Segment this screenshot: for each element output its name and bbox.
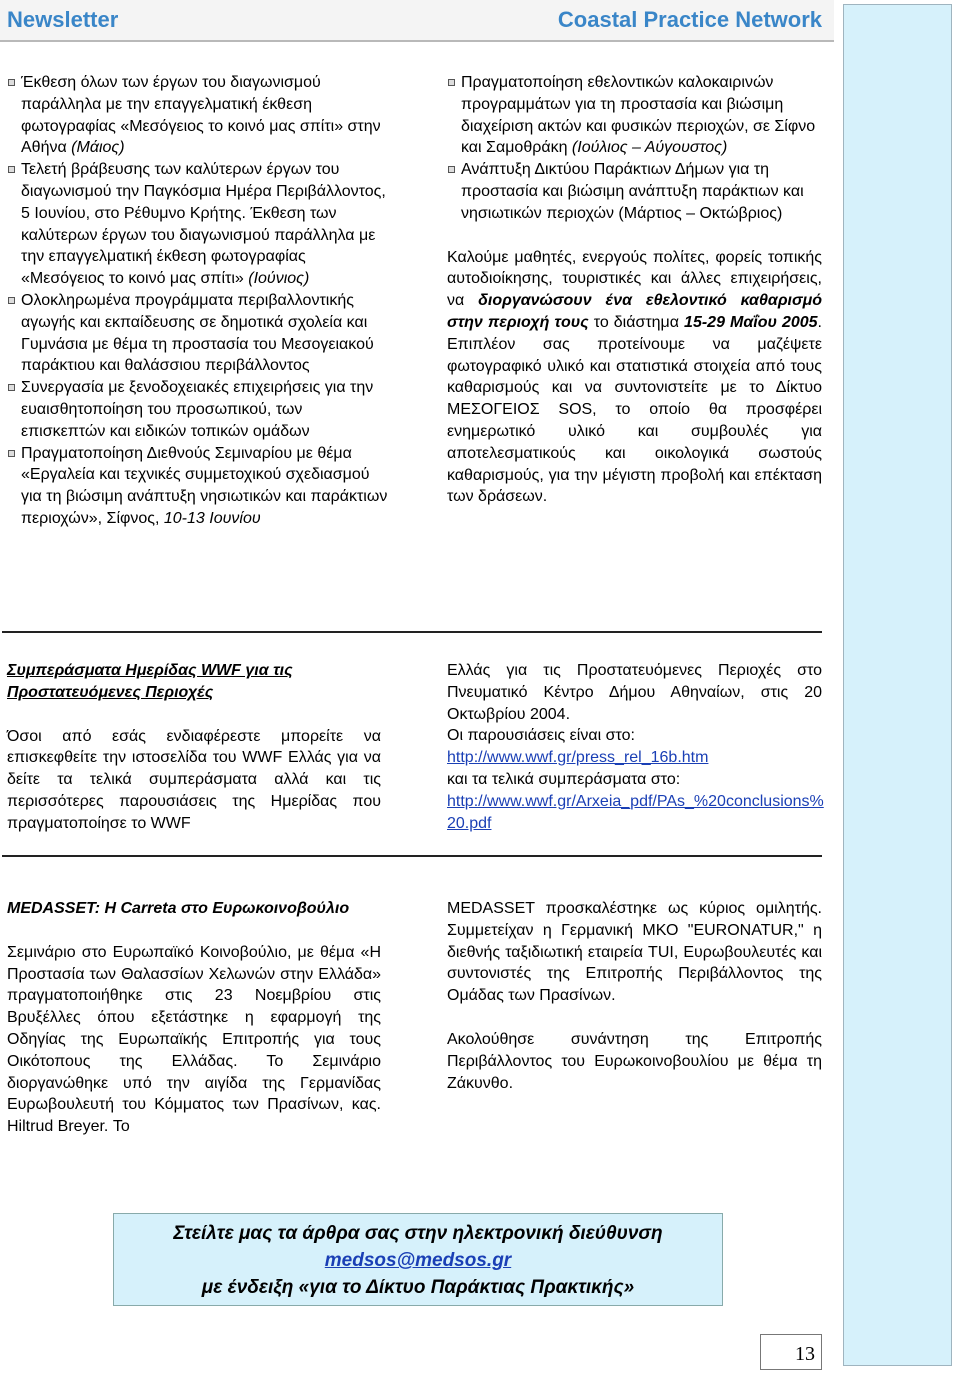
list-item: Τελετή βράβευσης των καλύτερων έργων του διαγωνισμού την Παγκόσμια Ημέρα Περιβάλλοντος, 5 Ιουνίου, στο Ρέθυμνο Κρήτης. Έκθεση των καλύτερων έργων του διαγωνισμού παράλληλα με την επαγγελματική έκθεση φωτογραφίας «Μεσόγειος το κοινό μας σπίτι» (Ιούνιος) [7, 159, 391, 290]
sidebar-decoration [843, 4, 952, 1366]
list-item: Ολοκληρωμένα προγράμματα περιβαλλοντικής αγωγής και εκπαίδευσης σε δημοτικά σχολεία και Γυμνάσια με θέμα τη προστασία του Μεσογειακού παράκτιου και θαλάσσιου περιβάλλοντος [7, 290, 391, 377]
page-number: 13 [760, 1334, 822, 1370]
left-column [7, 72, 391, 530]
activity-list-right [447, 72, 822, 225]
divider [2, 855, 822, 857]
newsletter-title: Newsletter [7, 7, 119, 32]
newsletter-header [0, 0, 834, 42]
wwf-text: Όσοι από εσάς ενδιαφέρεστε μπορείτε να επισκεφθείτε την ιστοσελίδα του WWF Ελλάς για να δείτε τα τελικά συμπεράσματα αλλά και τις περισσότερες παρουσιάσεις της Ημερίδας που πραγματοποίησε το WWF [7, 727, 381, 832]
list-item: Συνεργασία με ξενοδοχειακές επιχειρήσεις για την ευαισθητοποίηση του προσωπικού, των επισκεπτών και ειδικών τοπικών ομάδων [7, 377, 391, 442]
medasset-text: Σεμινάριο στο Ευρωπαϊκό Κοινοβούλιο, με θέμα «Η Προστασία των Θαλασσίων Χελωνών στην Ελλάδα» πραγματοποιήθηκε στις 23 Νοεμβρίου στις Βρυξέλλες όπου εξετάστηκε η εφαρμογή της Οδηγίας της Ευρωπαϊκής Επιτροπής για τους Οικότοπους της Ελλάδας. Το Σεμινάριο διοργανώθηκε υπό την αιγίδα της Γερμανίδας Ευρωβουλευτή του Κόμματος των Πρασίνων, κας. Hiltrud Breyer. Το [7, 943, 381, 1136]
medasset-text-cont: MEDASSET προσκαλέστηκε ως κύριος ομιλητής. Συμμετείχαν η Γερμανική ΜΚΟ "EURONATUR," η διεθνής ταξιδιωτική εταιρεία TUI, Ευρωβουλευτές και συντονιστές της Επιτροπής Περιβάλλοντος της Ομάδας των Πρασίνων. [447, 900, 822, 1005]
conclusions-label: και τα τελικά συμπεράσματα στο: [447, 770, 681, 788]
list-item: Πραγματοποίηση Διεθνούς Σεμιναρίου με θέμα «Εργαλεία και τεχνικές συμμετοχικού σχεδιασμού για τη βιώσιμη ανάπτυξη νησιωτικών και παράκτιων περιοχών», Σίφνος, 10-13 Ιουνίου [7, 443, 391, 530]
activity-list-left [7, 72, 391, 530]
conclusions-link[interactable]: http://www.wwf.gr/Arxeia_pdf/PAs_%20conclusions%20.pdf [447, 792, 824, 832]
list-item: Έκθεση όλων των έργων του διαγωνισμού παράλληλα με την επαγγελματική έκθεση φωτογραφίας «Μεσόγειος το κοινό μας σπίτι» στην Αθήνα (Μάιος) [7, 72, 391, 159]
network-title: Coastal Practice Network [557, 7, 822, 32]
medasset-left [7, 898, 381, 1138]
wwf-right [447, 660, 822, 834]
list-item: Ανάπτυξη Δικτύου Παράκτιων Δήμων για τη προστασία και βιώσιμη ανάπτυξη παράκτιων και νησιωτικών περιοχών (Μάρτιος – Οκτώβριος) [447, 159, 822, 224]
email-link[interactable]: medsos@medsos.gr [324, 1250, 512, 1271]
submission-banner [113, 1213, 723, 1306]
banner-line: με ένδειξη «για το Δίκτυο Παράκτιας Πρακτικής» [201, 1277, 635, 1298]
medasset-meeting: Ακολούθησε συνάντηση της Επιτροπής Περιβάλλοντος του Ευρωκοινοβουλίου με θέμα τη Ζάκυνθο. [447, 1030, 822, 1092]
divider [2, 631, 822, 633]
right-column [447, 72, 822, 508]
wwf-text-cont: Ελλάς για τις Προστατευόμενες Περιοχές στο Πνευματικό Κέντρο Δήμου Αθηναίων, στις 20 Οκτωβρίου 2004. [447, 662, 822, 723]
wwf-title: Συμπεράσματα Ημερίδας WWF για τις Προστατευόμενες Περιοχές [7, 662, 293, 701]
banner-line: Στείλτε μας τα άρθρα σας στην ηλεκτρονική διεύθυνση [173, 1223, 663, 1244]
list-item: Πραγματοποίηση εθελοντικών καλοκαιρινών προγραμμάτων για τη προστασία και βιώσιμη διαχείριση ακτών και φυσικών περιοχών, σε Σίφνο και Σαμοθράκη (Ιούλιος – Αύγουστος) [447, 72, 822, 159]
medasset-title: MEDASSET: H Carreta στο Ευρωκοινοβούλιο [7, 900, 350, 917]
presentations-label: Οι παρουσιάσεις είναι στο: [447, 727, 635, 745]
medasset-right [447, 898, 822, 1094]
wwf-left [7, 660, 381, 835]
volunteer-paragraph: Καλούμε μαθητές, ενεργούς πολίτες, φορείς τοπικής αυτοδιοίκησης, τουριστικές και άλλες επιχειρήσεις, να διοργανώσουν ένα εθελοντικό καθαρισμό στην περιοχή τους το διάστημα 15-29 Μαΐου 2005. Επιπλέον σας προτείνουμε να μαζέψετε φωτογραφικό υλικό και στατιστικά στοιχεία από τους καθαρισμούς και να συντονιστείτε με το Δίκτυο ΜΕΣΟΓΕΙΟΣ SOS, το οποίο θα προσφέρει ενημερωτικό υλικό και συμβουλές για αποτελεσματικούς και οικολογικά σωστούς καθαρισμούς, για την μέγιστη προβολή και επέκταση των δράσεων. [447, 248, 822, 506]
press-release-link[interactable]: http://www.wwf.gr/press_rel_16b.htm [447, 749, 709, 767]
